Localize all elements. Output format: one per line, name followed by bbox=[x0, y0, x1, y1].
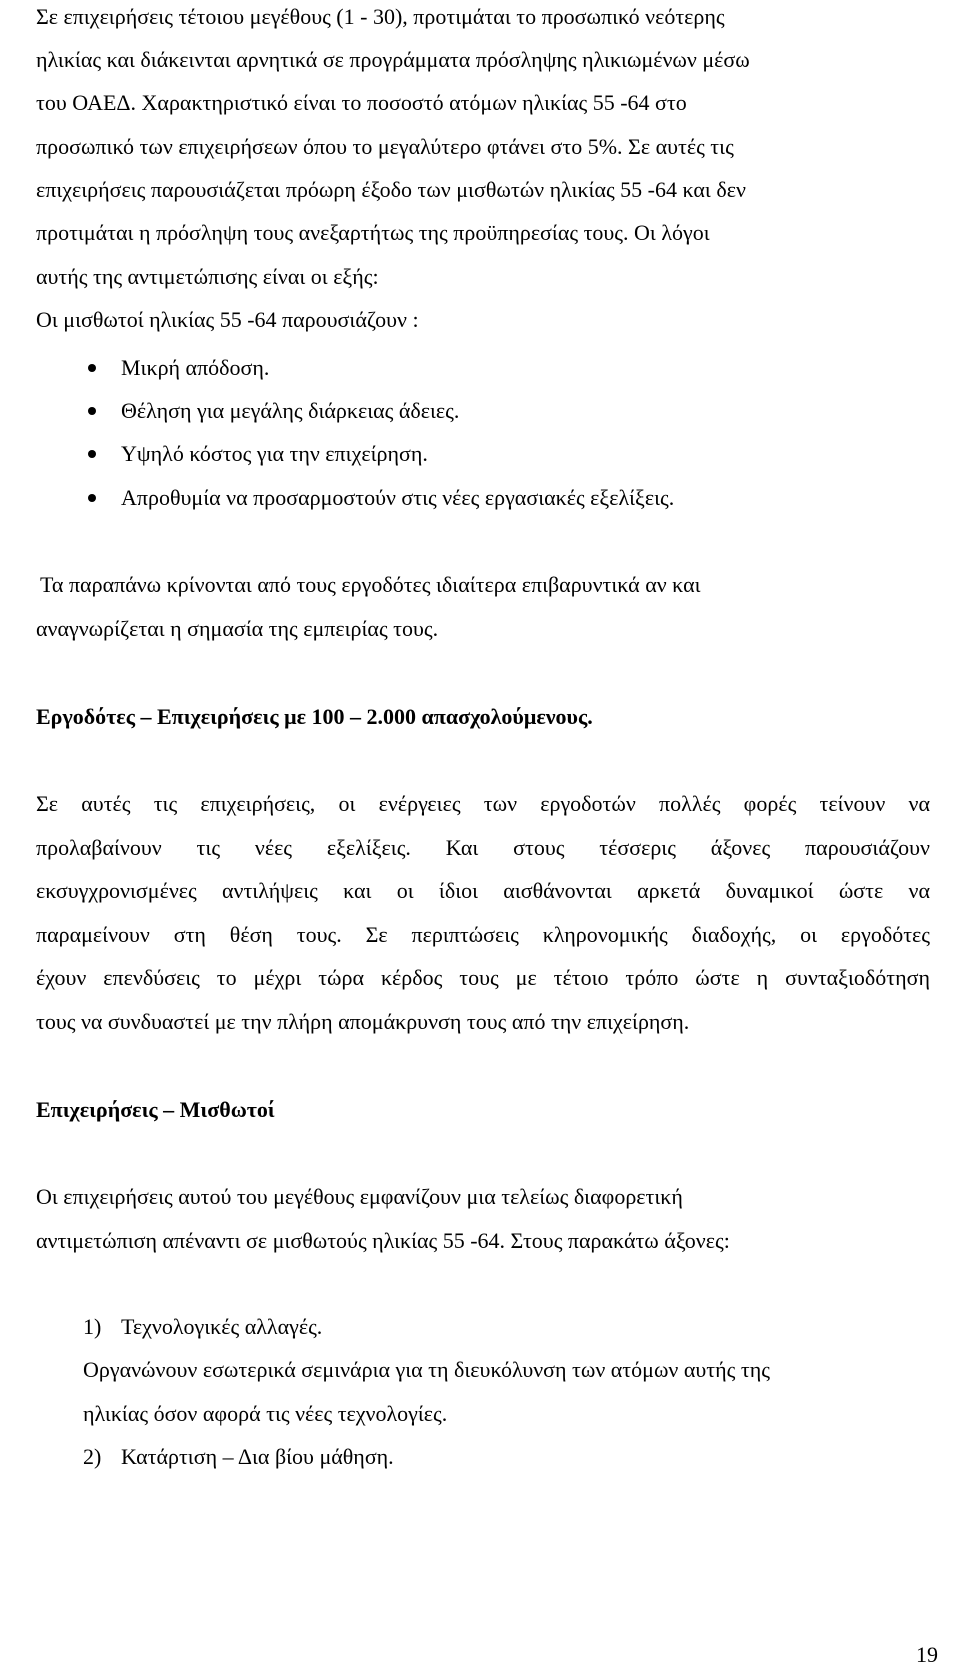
text-line: ηλικίας όσον αφορά τις νέες τεχνολογίες. bbox=[83, 1401, 448, 1426]
item-number: 1) bbox=[83, 1314, 102, 1339]
bullet-icon bbox=[88, 364, 96, 372]
text-line: του ΟΑΕΔ. Χαρακτηριστικό είναι το ποσοστό ατόμων ηλικίας 55 -64 στο bbox=[36, 90, 687, 115]
page-number: 19 bbox=[916, 1642, 938, 1667]
bullet-icon bbox=[88, 450, 96, 458]
text-line: έχουν επενδύσεις το μέχρι τώρα κέρδος τους με τέτοιο τρόπο ώστε η συνταξιοδότηση bbox=[36, 965, 930, 990]
bullet-item: Απροθυμία να προσαρμοστούν στις νέες εργασιακές εξελίξεις. bbox=[121, 485, 675, 510]
text-line: προσωπικό των επιχειρήσεων όπου το μεγαλύτερο φτάνει στο 5%. Σε αυτές τις bbox=[36, 134, 734, 159]
section-heading-employers: Εργοδότες – Επιχειρήσεις με 100 – 2.000 απασχολούμενους. bbox=[36, 704, 593, 729]
bullet-item: Υψηλό κόστος για την επιχείρηση. bbox=[121, 441, 428, 466]
section-heading-employees: Επιχειρήσεις – Μισθωτοί bbox=[36, 1097, 275, 1122]
text-line: επιχειρήσεις παρουσιάζεται πρόωρη έξοδο των μισθωτών ηλικίας 55 -64 και δεν bbox=[36, 177, 746, 202]
text-line: παραμείνουν στη θέση τους. Σε περιπτώσεις κληρονομικής διαδοχής, οι εργοδότες bbox=[36, 922, 930, 947]
text-line: Τα παραπάνω κρίνονται από τους εργοδότες ιδιαίτερα επιβαρυντικά αν και bbox=[40, 572, 701, 597]
item-label: Τεχνολογικές αλλαγές. bbox=[121, 1314, 323, 1339]
bullet-icon bbox=[88, 407, 96, 415]
text-line: Οργανώνουν εσωτερικά σεμινάρια για τη διευκόλυνση των ατόμων αυτής της bbox=[83, 1357, 770, 1382]
text-line: Οι μισθωτοί ηλικίας 55 -64 παρουσιάζουν : bbox=[36, 307, 419, 332]
text-line: Σε επιχειρήσεις τέτοιου μεγέθους (1 - 30), προτιμάται το προσωπικό νεότερης bbox=[36, 4, 725, 29]
text-line: προτιμάται η πρόσληψη τους ανεξαρτήτως της προϋπηρεσίας τους. Οι λόγοι bbox=[36, 220, 710, 245]
text-line: τους να συνδυαστεί με την πλήρη απομάκρυνση τους από την επιχείρηση. bbox=[36, 1009, 690, 1034]
text-line: αυτής της αντιμετώπισης είναι οι εξής: bbox=[36, 264, 379, 289]
text-line: Σε αυτές τις επιχειρήσεις, οι ενέργειες των εργοδοτών πολλές φορές τείνουν να bbox=[36, 791, 930, 816]
text-line: ηλικίας και διάκεινται αρνητικά σε προγράμματα πρόσληψης ηλικιωμένων μέσω bbox=[36, 47, 750, 72]
bullet-item: Θέληση για μεγάλης διάρκειας άδειες. bbox=[121, 398, 460, 423]
text-line: αντιμετώπιση απέναντι σε μισθωτούς ηλικίας 55 -64. Στους παρακάτω άξονες: bbox=[36, 1228, 730, 1253]
text-line: προλαβαίνουν τις νέες εξελίξεις. Και στους τέσσερις άξονες παρουσιάζουν bbox=[36, 835, 930, 860]
bullet-item: Μικρή απόδοση. bbox=[121, 355, 270, 380]
item-number: 2) bbox=[83, 1444, 102, 1469]
text-line: αναγνωρίζεται η σημασία της εμπειρίας τους. bbox=[36, 616, 439, 641]
text-line: εκσυγχρονισμένες αντιλήψεις και οι ίδιοι αισθάνονται αρκετά δυναμικοί ώστε να bbox=[36, 878, 930, 903]
bullet-icon bbox=[88, 494, 96, 502]
item-label: Κατάρτιση – Δια βίου μάθηση. bbox=[121, 1444, 394, 1469]
text-line: Οι επιχειρήσεις αυτού του μεγέθους εμφανίζουν μια τελείως διαφορετική bbox=[36, 1184, 683, 1209]
